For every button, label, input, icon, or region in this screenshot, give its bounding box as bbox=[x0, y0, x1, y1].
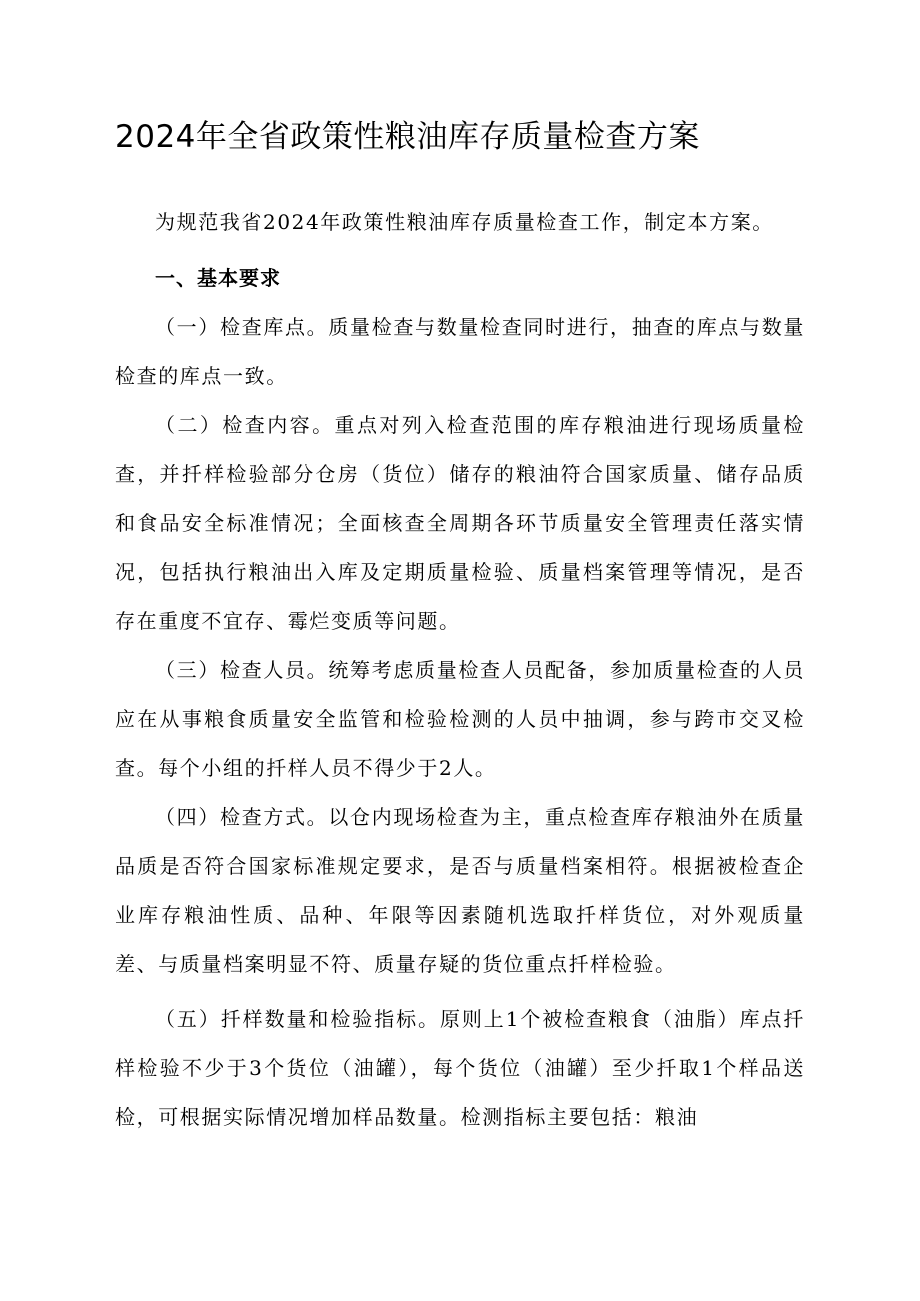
intro-paragraph: 为规范我省2024年政策性粮油库存质量检查工作，制定本方案。 bbox=[155, 210, 774, 234]
section-heading-basic-requirements: 一、基本要求 bbox=[155, 266, 281, 290]
paragraph-inspection-personnel: （三）检查人员。统筹考虑质量检查人员配备，参加质量检查的人员应在从事粮食质量安全监管和检验检测的人员中抽调，参与跨市交叉检查。每个小组的扦样人员不得少于2人。 bbox=[115, 658, 805, 780]
paragraph-sampling-quantity: （五）扦样数量和检验指标。原则上1个被检查粮食（油脂）库点扦样检验不少于3个货位（油罐），每个货位（油罐）至少扦取1个样品送检，可根据实际情况增加样品数量。检测指标主要包括：粮油 bbox=[115, 1007, 805, 1129]
paragraph-inspection-sites: （一）检查库点。质量检查与数量检查同时进行，抽查的库点与数量检查的库点一致。 bbox=[115, 315, 805, 388]
paragraph-inspection-method: （四）检查方式。以仓内现场检查为主，重点检查库存粮油外在质量品质是否符合国家标准规定要求，是否与质量档案相符。根据被检查企业库存粮油性质、品种、年限等因素随机选取扦样货位，对外观质量差、与质量档案明显不符、质量存疑的货位重点扦样检验。 bbox=[115, 805, 805, 976]
document-body bbox=[115, 198, 805, 1142]
document-title: 2024年全省政策性粮油库存质量检查方案 bbox=[115, 119, 700, 155]
paragraph-inspection-content: （二）检查内容。重点对列入检查范围的库存粮油进行现场质量检查，并扦样检验部分仓房（货位）储存的粮油符合国家质量、储存品质和食品安全标准情况；全面核查全周期各环节质量安全管理责任落实情况，包括执行粮油出入库及定期质量检验、质量档案管理等情况，是否存在重度不宜存、霉烂变质等问题。 bbox=[115, 413, 805, 633]
